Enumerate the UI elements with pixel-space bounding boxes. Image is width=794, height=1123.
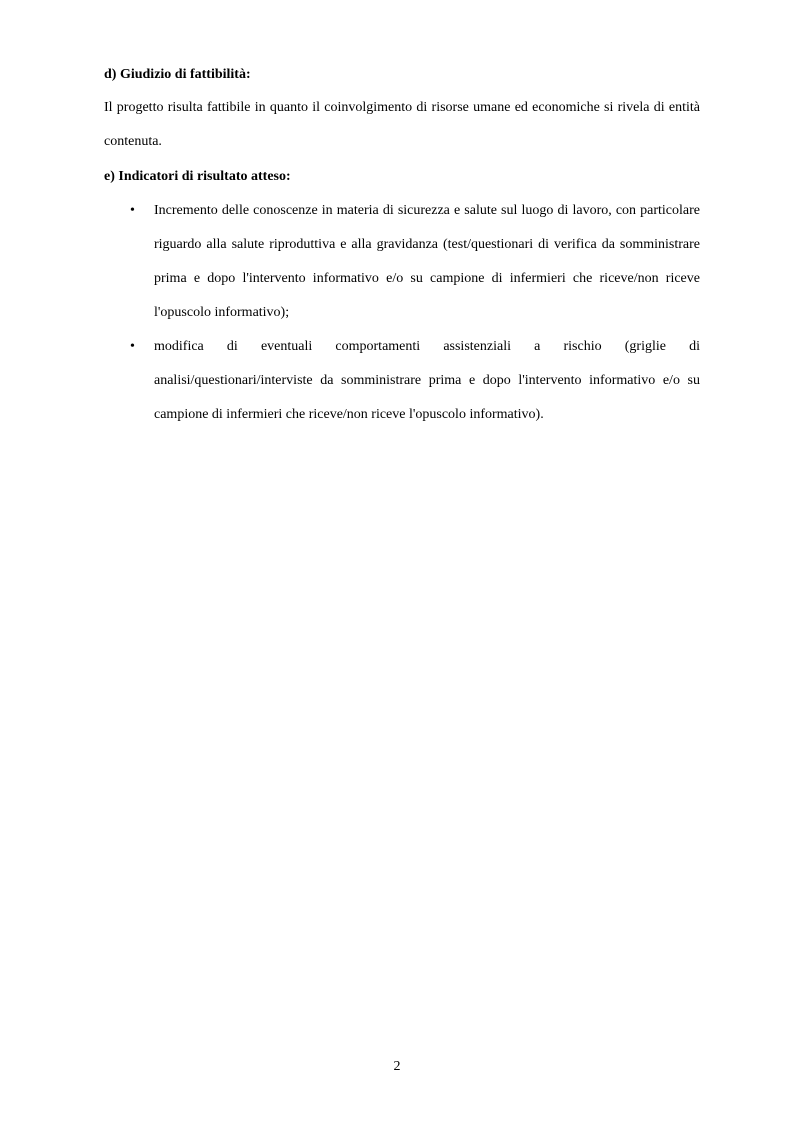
- feasibility-paragraph: Il progetto risulta fattibile in quanto il coinvolgimento di risorse umane ed economiche si rivela di entità contenuta.: [104, 100, 700, 149]
- list-item-text: Incremento delle conoscenze in materia di sicurezza e salute sul luogo di lavoro, con particolare riguardo alla salute riproduttiva e alla gravidanza (test/questionari di verifica da somministrare prima e dopo l'intervento informativo e/o su campione di infermieri che riceve/non riceve l'opuscolo informativo);: [154, 203, 700, 320]
- page-number: 2: [393, 1059, 401, 1074]
- list-item-text: modifica di eventuali comportamenti assistenziali a rischio (griglie di analisi/questionari/interviste da somministrare prima e dopo l'intervento informativo e/o su campione di infermieri che riceve/non riceve l'opuscolo informativo).: [154, 339, 700, 422]
- bullet-icon: •: [130, 203, 135, 218]
- bullet-icon: •: [130, 339, 135, 354]
- list-item: [104, 194, 700, 330]
- section-heading-indicators: e) Indicatori di risultato atteso:: [104, 169, 291, 184]
- list-item: [104, 330, 700, 432]
- indicators-list: [104, 194, 700, 432]
- section-heading-feasibility: d) Giudizio di fattibilità:: [104, 67, 251, 82]
